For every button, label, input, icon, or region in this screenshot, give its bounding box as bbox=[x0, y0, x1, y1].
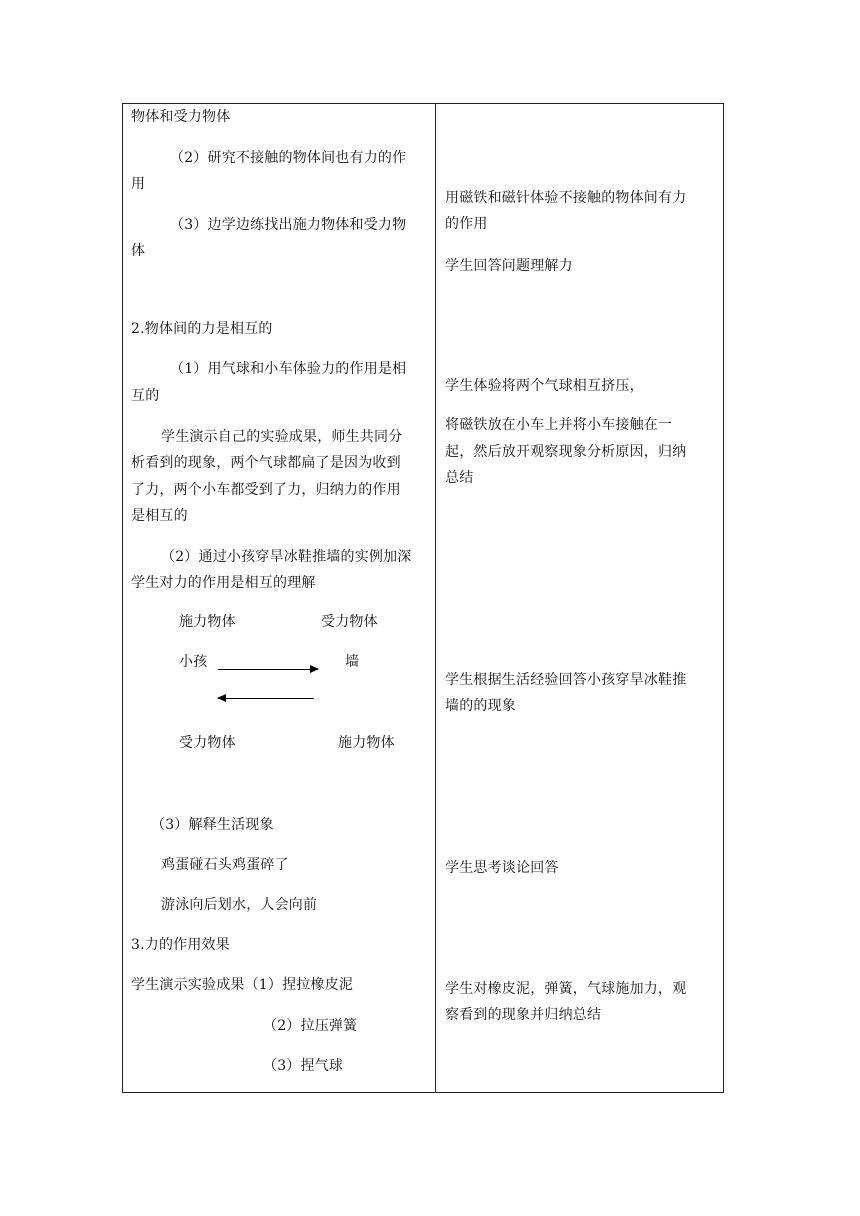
left-text-line: 用 bbox=[131, 176, 146, 192]
diagram-label-receiver-top: 受力物体 bbox=[321, 614, 378, 630]
diagram-label-applier-bottom: 施力物体 bbox=[338, 735, 395, 751]
right-text-line: 察看到的现象并归纳总结 bbox=[445, 1007, 602, 1023]
right-text-line: 起，然后放开观察现象分析原因，归纳 bbox=[445, 444, 687, 460]
right-text-line: 学生对橡皮泥，弹簧，气球施加力，观 bbox=[445, 981, 687, 997]
right-text-line: 墙的的现象 bbox=[445, 698, 516, 714]
left-text-line: 是相互的 bbox=[131, 508, 188, 524]
right-text-line: 学生根据生活经验回答小孩穿旱冰鞋推 bbox=[445, 672, 687, 688]
right-text-line: 用磁铁和磁针体验不接触的物体间有力 bbox=[445, 190, 687, 206]
right-text-line: 学生回答问题理解力 bbox=[445, 258, 573, 274]
left-text-line: 了力，两个小车都受到了力，归纳力的作用 bbox=[131, 482, 401, 498]
right-text-line: 的作用 bbox=[445, 216, 488, 232]
diagram-object-wall: 墙 bbox=[345, 654, 360, 670]
left-text-line: （2）拉压弹簧 bbox=[263, 1018, 358, 1034]
left-text-line: 学生对力的作用是相互的理解 bbox=[131, 575, 316, 591]
left-text-line: 游泳向后划水，人会向前 bbox=[161, 897, 318, 913]
left-text-line: 体 bbox=[131, 243, 146, 259]
left-text-line: （3）解释生活现象 bbox=[151, 817, 274, 833]
right-text-line: 总结 bbox=[445, 470, 474, 486]
left-text-line: （3）边学边练找出施力物体和受力物 bbox=[170, 217, 407, 233]
column-divider bbox=[435, 103, 436, 1093]
left-text-line: （2）研究不接触的物体间也有力的作 bbox=[170, 150, 407, 166]
left-text-line: 学生演示实验成果（1）捏拉橡皮泥 bbox=[131, 977, 354, 993]
left-text-line: （2）通过小孩穿旱冰鞋推墙的实例加深 bbox=[161, 549, 412, 565]
right-text-line: 学生思考谈论回答 bbox=[445, 860, 559, 876]
right-text-line: 学生体验将两个气球相互挤压， bbox=[445, 378, 644, 394]
right-text-line: 将磁铁放在小车上并将小车接触在一 bbox=[445, 417, 673, 433]
left-text-line: （1）用气球和小车体验力的作用是相 bbox=[170, 361, 407, 377]
arrow-left-icon bbox=[218, 698, 314, 699]
arrow-right-icon bbox=[218, 669, 318, 670]
section-heading-3: 3.力的作用效果 bbox=[131, 937, 230, 953]
section-heading-2: 2.物体间的力是相互的 bbox=[131, 321, 273, 337]
left-text-line: 析看到的现象，两个气球都扁了是因为收到 bbox=[131, 455, 401, 471]
left-text-line: 学生演示自己的实验成果，师生共同分 bbox=[161, 429, 403, 445]
left-text-line: 物体和受力物体 bbox=[131, 109, 231, 125]
diagram-label-receiver-bottom: 受力物体 bbox=[179, 735, 236, 751]
diagram-label-applier-top: 施力物体 bbox=[179, 614, 236, 630]
left-text-line: 鸡蛋碰石头鸡蛋碎了 bbox=[161, 857, 289, 873]
diagram-object-child: 小孩 bbox=[179, 654, 208, 670]
left-text-line: （3）捏气球 bbox=[263, 1058, 344, 1074]
left-text-line: 互的 bbox=[131, 388, 160, 404]
